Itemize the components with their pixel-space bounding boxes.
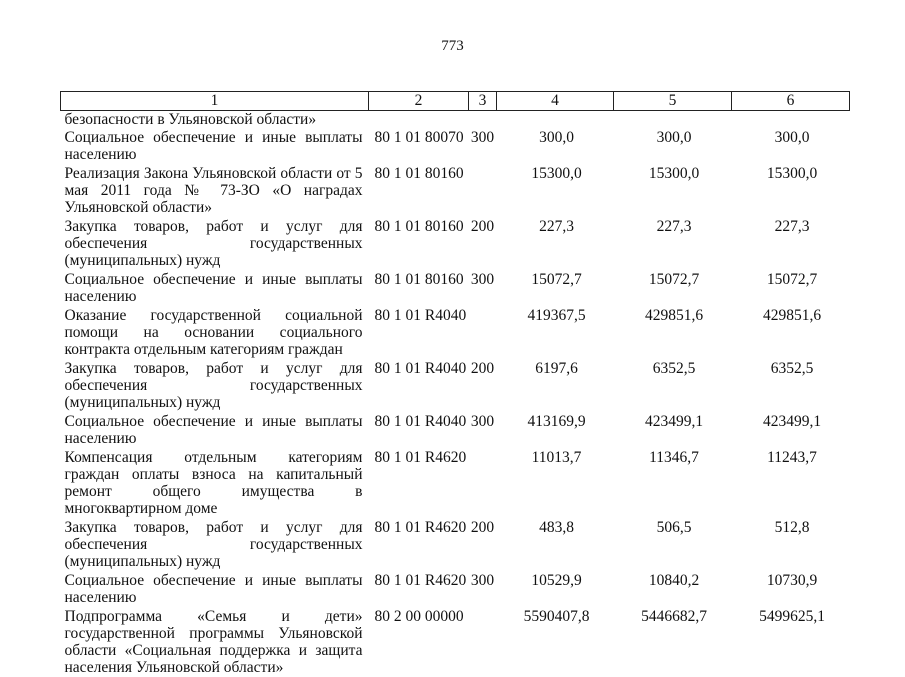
row-value-1: 227,3 xyxy=(497,217,614,270)
row-value-1: 5590407,8 xyxy=(497,607,614,677)
row-value-1: 15072,7 xyxy=(497,270,614,306)
row-code: 80 1 01 R4620 xyxy=(369,571,469,607)
row-expense-type: 300 xyxy=(469,270,497,306)
header-col-1: 1 xyxy=(61,92,369,111)
row-name: Подпрограмма «Семья и дети» государственной программы Ульяновской области «Социальная поддержка и защита населения Ульяновской области» xyxy=(61,607,369,677)
table-row xyxy=(61,359,850,412)
row-expense-type: 200 xyxy=(469,518,497,571)
continuation-row xyxy=(61,111,850,129)
row-value-3: 10730,9 xyxy=(732,571,850,607)
row-value-2: 10840,2 xyxy=(614,571,732,607)
header-col-6: 6 xyxy=(732,92,850,111)
row-code: 80 1 01 R4040 xyxy=(369,412,469,448)
table-row xyxy=(61,412,850,448)
row-value-3: 227,3 xyxy=(732,217,850,270)
header-col-3: 3 xyxy=(469,92,497,111)
row-value-1: 6197,6 xyxy=(497,359,614,412)
row-expense-type: 200 xyxy=(469,217,497,270)
row-name: Закупка товаров, работ и услуг для обеспечения государственных (муниципальных) нужд xyxy=(61,217,369,270)
table-row xyxy=(61,518,850,571)
row-value-1: 15300,0 xyxy=(497,164,614,217)
row-expense-type: 300 xyxy=(469,128,497,164)
page-number: 773 xyxy=(0,38,905,55)
row-value-2: 15300,0 xyxy=(614,164,732,217)
row-value-3: 429851,6 xyxy=(732,306,850,359)
row-value-2: 227,3 xyxy=(614,217,732,270)
table-header xyxy=(61,92,850,111)
row-value-2: 15072,7 xyxy=(614,270,732,306)
header-row xyxy=(61,92,850,111)
row-value-1: 419367,5 xyxy=(497,306,614,359)
row-name: Оказание государственной социальной помощи на основании социального контракта отдельным категориям граждан xyxy=(61,306,369,359)
row-value-2: 429851,6 xyxy=(614,306,732,359)
table-row xyxy=(61,607,850,677)
row-value-3: 15300,0 xyxy=(732,164,850,217)
row-value-3: 11243,7 xyxy=(732,448,850,518)
header-col-5: 5 xyxy=(614,92,732,111)
table-row xyxy=(61,571,850,607)
header-col-4: 4 xyxy=(497,92,614,111)
table-row xyxy=(61,164,850,217)
row-name: Компенсация отдельным категориям граждан оплаты взноса на капитальный ремонт общего имущества в многоквартирном доме xyxy=(61,448,369,518)
row-expense-type xyxy=(469,607,497,677)
row-code: 80 1 01 R4620 xyxy=(369,518,469,571)
row-value-3: 6352,5 xyxy=(732,359,850,412)
row-name: Закупка товаров, работ и услуг для обеспечения государственных (муниципальных) нужд xyxy=(61,518,369,571)
table-body xyxy=(61,111,850,677)
table-row xyxy=(61,270,850,306)
row-value-3: 512,8 xyxy=(732,518,850,571)
row-name: Реализация Закона Ульяновской области от 5 мая 2011 года № 73-ЗО «О наградах Ульяновской области» xyxy=(61,164,369,217)
row-code: 80 1 01 80160 xyxy=(369,164,469,217)
row-value-2: 506,5 xyxy=(614,518,732,571)
row-code: 80 2 00 00000 xyxy=(369,607,469,677)
row-value-2: 5446682,7 xyxy=(614,607,732,677)
row-expense-type xyxy=(469,448,497,518)
row-code: 80 1 01 80070 xyxy=(369,128,469,164)
row-value-1: 11013,7 xyxy=(497,448,614,518)
row-name: Социальное обеспечение и иные выплаты населению xyxy=(61,571,369,607)
row-name: Социальное обеспечение и иные выплаты населению xyxy=(61,412,369,448)
row-value-1: 413169,9 xyxy=(497,412,614,448)
row-expense-type: 300 xyxy=(469,412,497,448)
table-row xyxy=(61,217,850,270)
row-code: 80 1 01 R4620 xyxy=(369,448,469,518)
row-value-3: 15072,7 xyxy=(732,270,850,306)
row-code: 80 1 01 80160 xyxy=(369,217,469,270)
row-expense-type: 300 xyxy=(469,571,497,607)
row-expense-type xyxy=(469,306,497,359)
row-name: Закупка товаров, работ и услуг для обеспечения государственных (муниципальных) нужд xyxy=(61,359,369,412)
table-row xyxy=(61,448,850,518)
header-col-2: 2 xyxy=(369,92,469,111)
row-value-3: 5499625,1 xyxy=(732,607,850,677)
table-row xyxy=(61,128,850,164)
row-value-2: 423499,1 xyxy=(614,412,732,448)
row-value-1: 300,0 xyxy=(497,128,614,164)
row-value-1: 483,8 xyxy=(497,518,614,571)
row-code: 80 1 01 R4040 xyxy=(369,306,469,359)
row-name: Социальное обеспечение и иные выплаты населению xyxy=(61,270,369,306)
row-value-3: 300,0 xyxy=(732,128,850,164)
row-value-1: 10529,9 xyxy=(497,571,614,607)
row-name: Социальное обеспечение и иные выплаты населению xyxy=(61,128,369,164)
row-value-2: 300,0 xyxy=(614,128,732,164)
table-row xyxy=(61,306,850,359)
row-value-3: 423499,1 xyxy=(732,412,850,448)
row-value-2: 11346,7 xyxy=(614,448,732,518)
row-code: 80 1 01 R4040 xyxy=(369,359,469,412)
row-expense-type: 200 xyxy=(469,359,497,412)
row-expense-type xyxy=(469,164,497,217)
row-value-2: 6352,5 xyxy=(614,359,732,412)
continuation-text: безопасности в Ульяновской области» xyxy=(61,111,850,129)
budget-table xyxy=(60,91,850,677)
row-code: 80 1 01 80160 xyxy=(369,270,469,306)
